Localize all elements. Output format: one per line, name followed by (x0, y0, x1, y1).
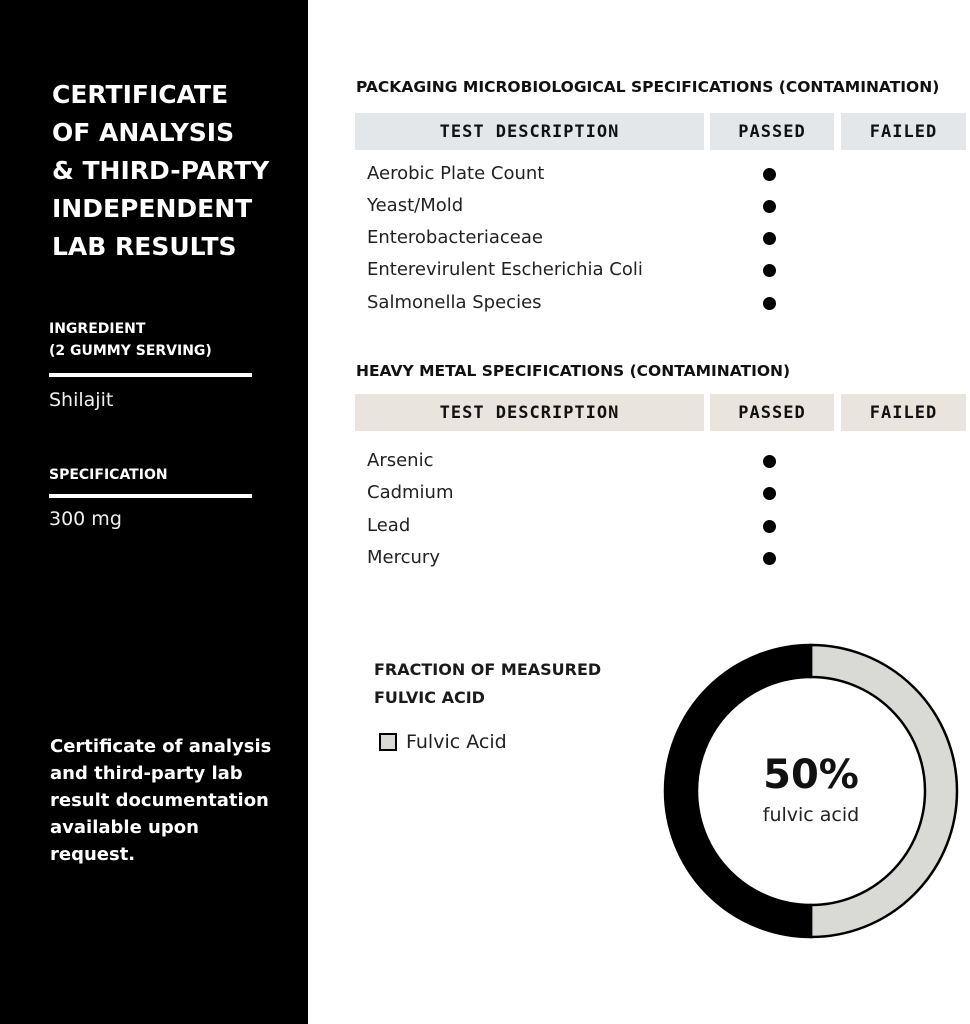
microbiological-table-header (0, 113, 970, 150)
table-row (0, 510, 970, 542)
title-line: & THIRD-PARTY (52, 156, 270, 185)
title-line: LAB RESULTS (52, 232, 237, 261)
passed-dot-icon (763, 552, 776, 565)
table-row (0, 287, 970, 319)
passed-dot-icon (763, 200, 776, 213)
note-line: request. (50, 844, 136, 865)
title-line: OF ANALYSIS (52, 118, 235, 147)
test-name: Mercury (367, 547, 440, 568)
passed-dot-icon (763, 487, 776, 500)
passed-dot-icon (763, 520, 776, 533)
passed-dot-icon (763, 297, 776, 310)
passed-dot-icon (763, 168, 776, 181)
note-line: Certificate of analysis (50, 736, 272, 757)
test-description-header: TEST DESCRIPTION (355, 394, 704, 431)
note-line: available upon (50, 817, 199, 838)
test-name: Cadmium (367, 482, 454, 503)
failed-header: FAILED (841, 113, 966, 150)
title-line: CERTIFICATE (52, 80, 229, 109)
test-name: Lead (367, 515, 411, 536)
chart-title (374, 656, 601, 712)
failed-header: FAILED (841, 394, 966, 431)
table-row (0, 445, 970, 477)
table-row (0, 477, 970, 509)
test-name: Enterevirulent Escherichia Coli (367, 259, 643, 280)
table-row (0, 254, 970, 286)
table-row (0, 158, 970, 190)
test-name: Yeast/Mold (367, 195, 464, 216)
donut-center-value: 50% (763, 752, 859, 798)
test-name: Arsenic (367, 450, 434, 471)
ingredient-label (49, 318, 212, 362)
legend-swatch (379, 733, 397, 751)
specification-label-line: SPECIFICATION (49, 467, 168, 483)
ingredient-label-line: INGREDIENT (49, 321, 146, 337)
test-description-header: TEST DESCRIPTION (355, 113, 704, 150)
table-row (0, 542, 970, 574)
passed-dot-icon (763, 232, 776, 245)
heavy-metal-table-header (0, 394, 970, 431)
ingredient-value: Shilajit (49, 389, 114, 411)
note-line: result documentation (50, 790, 269, 811)
ingredient-label-line: (2 GUMMY SERVING) (49, 343, 212, 359)
legend-label: Fulvic Acid (406, 731, 507, 753)
test-name: Enterobacteriaceae (367, 227, 543, 248)
chart-title-line: FULVIC ACID (374, 688, 485, 707)
specification-value: 300 mg (49, 508, 122, 530)
passed-dot-icon (763, 264, 776, 277)
title-line: INDEPENDENT (52, 194, 253, 223)
table-row (0, 222, 970, 254)
documentation-note (50, 733, 290, 868)
chart-title-line: FRACTION OF MEASURED (374, 660, 602, 679)
donut-center-label: fulvic acid (762, 804, 860, 826)
test-name: Aerobic Plate Count (367, 163, 545, 184)
microbiological-section-title: PACKAGING MICROBIOLOGICAL SPECIFICATIONS (CONTAMINATION) (356, 78, 940, 96)
ingredient-divider (49, 373, 252, 377)
passed-dot-icon (763, 455, 776, 468)
passed-header: PASSED (710, 113, 834, 150)
heavy-metal-section-title: HEAVY METAL SPECIFICATIONS (CONTAMINATION) (356, 362, 791, 380)
note-line: and third-party lab (50, 763, 243, 784)
test-name: Salmonella Species (367, 292, 542, 313)
chart-legend (379, 731, 507, 753)
passed-header: PASSED (710, 394, 834, 431)
table-row (0, 190, 970, 222)
